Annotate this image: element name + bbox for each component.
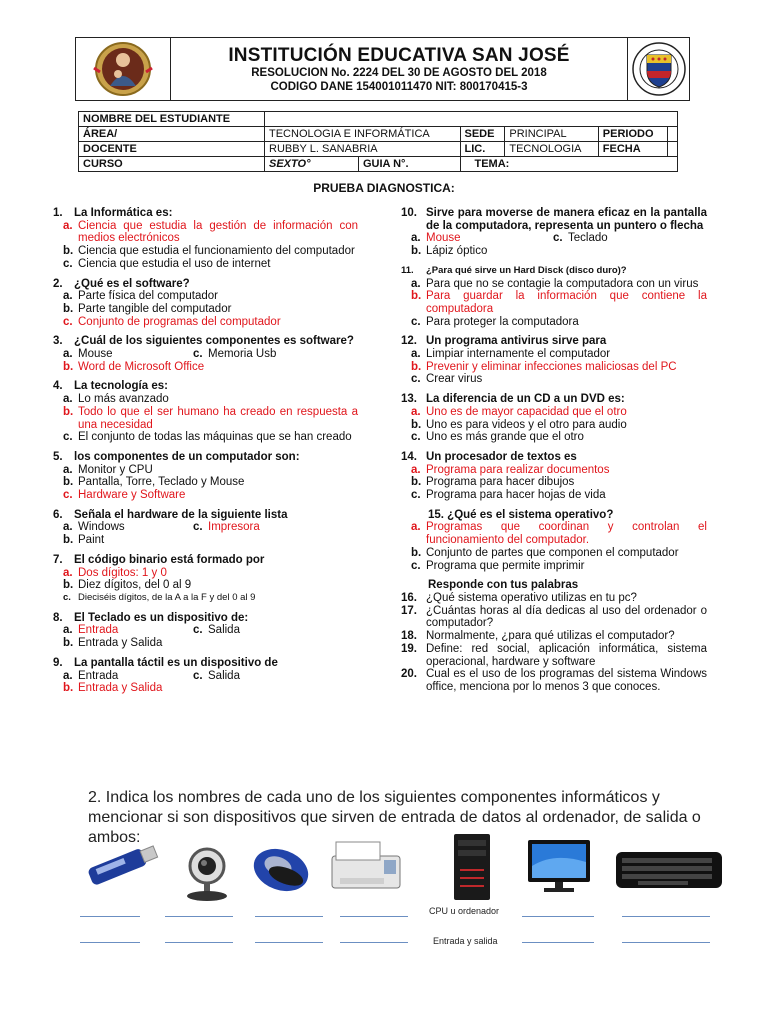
lic-label: LIC.	[460, 142, 505, 157]
monitor-icon	[524, 836, 594, 896]
question-11: 11. ¿Para qué sirve un Hard Disck (disco duro)? a. Para que no se contagie la computadora con un virus b. Para guardar la información que contiene la computadora c. Para proteger la computadora	[401, 264, 707, 328]
option-b[interactable]: b. Programa para hacer dibujos	[411, 476, 575, 489]
question-text: La tecnología es:	[74, 380, 168, 393]
answer-line[interactable]	[80, 942, 140, 943]
sede-label: SEDE	[460, 127, 505, 142]
periodo-label: PERIODO	[598, 127, 667, 142]
option-b[interactable]: b. Word de Microsoft Office	[63, 360, 205, 373]
answer-line[interactable]	[255, 942, 323, 943]
open-questions-heading: Responde con tus palabras	[428, 579, 579, 592]
answer-line[interactable]	[165, 916, 233, 917]
option-a[interactable]: a. Mouse	[63, 348, 113, 361]
question-5: 5. los componentes de un computador son: a. Monitor y CPU b. Pantalla, Torre, Teclado y Mouse c. Hardware y Software	[53, 451, 358, 502]
option-c[interactable]: c. Hardware y Software	[63, 489, 186, 502]
option-a[interactable]: a. Lo más avanzado	[63, 393, 169, 406]
option-a[interactable]: a. Entrada	[63, 624, 119, 637]
option-c[interactable]: c. Memoria Usb	[193, 348, 277, 361]
option-b[interactable]: b. Para guardar la información que contiene la computadora	[411, 290, 707, 315]
option-a[interactable]: a. Windows	[63, 521, 125, 534]
usb-stick-icon	[82, 840, 162, 890]
question-7: 7. El código binario está formado por a. Dos dígitos: 1 y 0 b. Diez dígitos, del 0 al 9 c. Dieciséis dígitos, de la A a la F y del 0 al 9	[53, 554, 358, 605]
option-a[interactable]: a. Programas que coordinan y controlan el funcionamiento del computador.	[411, 521, 707, 547]
question-text: El código binario está formado por	[74, 553, 265, 566]
area-label: ÁREA/	[79, 127, 265, 142]
option-c[interactable]: c. Programa para hacer hojas de vida	[411, 489, 606, 502]
option-b[interactable]: b. Conjunto de partes que componen el computador	[411, 546, 679, 559]
open-question-18: 18. Normalmente, ¿para qué utilizas el computador?	[401, 630, 675, 643]
answer-line[interactable]	[522, 942, 594, 943]
question-text: ¿Cuál de los siguientes componentes es software?	[74, 335, 354, 348]
option-c[interactable]: c. Salida	[193, 624, 240, 637]
question-text: El Teclado es un dispositivo de:	[74, 611, 249, 624]
option-c[interactable]: c. Para proteger la computadora	[411, 315, 579, 328]
question-text: ¿Para qué sirve un Hard Disck (disco duro)?	[426, 264, 627, 276]
answer-line[interactable]	[622, 942, 710, 943]
question-text: ¿Qué es el software?	[74, 277, 190, 290]
mouse-icon	[248, 844, 314, 896]
question-13: 13. La diferencia de un CD a un DVD es: a. Uno es de mayor capacidad que el otro b. Uno es para videos y el otro para audio c. Uno es más grande que el otro	[401, 393, 707, 444]
option-c[interactable]: c. Dieciséis dígitos, de la A a la F y del 0 al 9	[63, 591, 256, 603]
question-text: 15. ¿Qué es el sistema operativo?	[428, 508, 614, 521]
printer-icon	[326, 836, 406, 896]
area-value: TECNOLOGIA E INFORMÁTICA	[265, 127, 461, 142]
test-title: PRUEBA DIAGNOSTICA:	[313, 181, 455, 195]
option-a[interactable]: a. Uno es de mayor capacidad que el otro	[411, 405, 627, 418]
question-text: los componentes de un computador son:	[74, 450, 300, 463]
answer-line[interactable]	[80, 916, 140, 917]
institution-name: INSTITUCIÓN EDUCATIVA SAN JOSÉ	[228, 44, 570, 66]
option-a[interactable]: a. Para que no se contagie la computadora con un virus	[411, 277, 699, 290]
guia-label: GUIA N°.	[358, 157, 460, 172]
institution-header	[75, 37, 690, 101]
option-c[interactable]: c. Impresora	[193, 521, 260, 534]
docente-label: DOCENTE	[79, 142, 265, 157]
option-a[interactable]: a. Parte física del computador	[63, 290, 218, 303]
option-b[interactable]: b. Entrada y Salida	[63, 682, 163, 695]
option-b[interactable]: b. Parte tangible del computador	[63, 302, 232, 315]
answer-line[interactable]	[522, 916, 594, 917]
option-a[interactable]: a. Monitor y CPU	[63, 463, 153, 476]
option-b[interactable]: b. Entrada y Salida	[63, 637, 163, 650]
questions-right-column	[401, 207, 707, 701]
option-b[interactable]: b. Pantalla, Torre, Teclado y Mouse	[63, 476, 245, 489]
option-c[interactable]: c. Programa que permite imprimir	[411, 559, 585, 572]
option-a[interactable]: a. Limpiar internamente el computador	[411, 348, 611, 361]
open-question-19: 19. Define: red social, aplicación informática, sistema operacional, hardware y software	[401, 642, 707, 668]
option-b[interactable]: b. Lápiz óptico	[411, 245, 488, 258]
open-question-20: 20. Cual es el uso de los programas del sistema Windows office, menciona por lo menos 3 que conoces.	[401, 668, 707, 693]
question-text: Un programa antivirus sirve para	[426, 335, 607, 348]
section-2-instructions: 2. Indica los nombres de cada uno de los siguientes componentes informáticos y mencionar si son dispositivos que sirven de entrada de datos al ordenador, de salida o ambos:	[88, 789, 701, 846]
question-text: Señala el hardware de la siguiente lista	[74, 508, 288, 521]
question-3: 3. ¿Cuál de los siguientes componentes es software? a. Mouse c. Memoria Usb b. Word de Microsoft Office	[53, 335, 358, 373]
curso-value: SEXTO°	[265, 157, 359, 172]
question-15	[401, 509, 707, 573]
question-10: 10. Sirve para moverse de manera eficaz en la pantalla de la computadora, representa un puntero o flecha a. Mouse c. Teclado b. Lápiz óptico	[401, 207, 707, 258]
sede-value: PRINCIPAL	[505, 127, 598, 142]
question-9: 9. La pantalla táctil es un dispositivo de a. Entrada c. Salida b. Entrada y Salida	[53, 657, 358, 695]
device-images-strip	[78, 830, 726, 905]
fecha-label: FECHA	[598, 142, 667, 157]
option-b[interactable]: b. Ciencia que estudia el funcionamiento del computador	[63, 245, 355, 258]
question-8: 8. El Teclado es un dispositivo de: a. Entrada c. Salida b. Entrada y Salida	[53, 612, 358, 650]
io-caption: Entrada y salida	[433, 936, 498, 946]
option-c[interactable]: c. Teclado	[553, 232, 608, 245]
option-c[interactable]: c. Crear virus	[411, 373, 483, 386]
tema-label: TEMA:	[460, 157, 678, 172]
option-a[interactable]: a. Ciencia que estudia la gestión de información con medios electrónicos	[63, 219, 358, 245]
questions-left-column	[53, 207, 358, 702]
option-b[interactable]: b. Paint	[63, 534, 105, 547]
docente-value: RUBBY L. SANABRIA	[265, 142, 461, 157]
open-question-16: 16. ¿Qué sistema operativo utilizas en tu pc?	[401, 591, 637, 604]
question-2: 2. ¿Qué es el software? a. Parte física del computador b. Parte tangible del computador c. Conjunto de programas del computador	[53, 278, 358, 329]
school-crest-icon	[627, 38, 689, 100]
question-text: Un procesador de textos es	[426, 450, 577, 463]
lic-value: TECNOLOGIA	[505, 142, 598, 157]
fecha-field[interactable]	[667, 142, 677, 157]
student-info-table	[78, 111, 678, 172]
cpu-caption: CPU u ordenador	[429, 906, 500, 916]
option-a[interactable]: a. Dos dígitos: 1 y 0	[63, 566, 167, 579]
answer-line[interactable]	[255, 916, 323, 917]
keyboard-icon	[614, 848, 724, 892]
answer-line[interactable]	[340, 942, 408, 943]
curso-label: CURSO	[79, 157, 265, 172]
option-c[interactable]: c. Ciencia que estudia el uso de internet	[63, 257, 271, 270]
question-14: 14. Un procesador de textos es a. Programa para realizar documentos b. Programa para hacer dibujos c. Programa para hacer hojas de vida	[401, 451, 707, 502]
option-a[interactable]: a. Mouse	[411, 232, 461, 245]
question-text: La Informática es:	[74, 207, 173, 219]
option-a[interactable]: a. Programa para realizar documentos	[411, 463, 610, 476]
option-b[interactable]: b. Diez dígitos, del 0 al 9	[63, 579, 192, 592]
question-12: 12. Un programa antivirus sirve para a. Limpiar internamente el computador b. Prevenir y eliminar infecciones maliciosas del PC c. Crear virus	[401, 335, 707, 386]
question-text: Sirve para moverse de manera eficaz en la pantalla de la computadora, representa un puntero o flecha	[426, 207, 707, 232]
option-a[interactable]: a. Entrada	[63, 669, 119, 682]
option-c[interactable]: c. Conjunto de programas del computador	[63, 315, 281, 328]
cpu-tower-icon	[446, 832, 498, 904]
saint-portrait-icon	[76, 38, 171, 100]
option-b[interactable]: b. Uno es para videos y el otro para audio	[411, 418, 627, 431]
question-6: 6. Señala el hardware de la siguiente lista a. Windows c. Impresora b. Paint	[53, 509, 358, 547]
option-c[interactable]: c. El conjunto de todas las máquinas que se han creado	[63, 431, 352, 444]
answer-line[interactable]	[622, 916, 710, 917]
question-text: La pantalla táctil es un dispositivo de	[74, 656, 278, 669]
question-text: La diferencia de un CD a un DVD es:	[426, 393, 625, 406]
resolution-line: RESOLUCION No. 2224 DEL 30 DE AGOSTO DEL 2018	[251, 66, 547, 79]
webcam-icon	[178, 842, 236, 902]
student-name-field[interactable]	[265, 112, 678, 127]
question-1: 1. La Informática es: a. Ciencia que estudia la gestión de información con medios electrónicos b. Ciencia que estudia el funcionamiento del computador c. Ciencia que estudia el uso de internet	[53, 207, 358, 270]
question-4: 4. La tecnología es: a. Lo más avanzado b. Todo lo que el ser humano ha creado en respuesta a una necesidad c. El conjunto de todas las máquinas que se han creado	[53, 380, 358, 444]
answer-line[interactable]	[165, 942, 233, 943]
option-c[interactable]: c. Salida	[193, 669, 240, 682]
option-c[interactable]: c. Uno es más grande que el otro	[411, 431, 584, 444]
option-b[interactable]: b. Prevenir y eliminar infecciones maliciosas del PC	[411, 360, 677, 373]
periodo-field[interactable]	[667, 127, 677, 142]
student-name-label: NOMBRE DEL ESTUDIANTE	[79, 112, 265, 127]
codes-line: CODIGO DANE 154001011470 NIT: 800170415-3	[270, 80, 528, 93]
answer-line[interactable]	[340, 916, 408, 917]
open-question-17: 17. ¿Cuántas horas al día dedicas al uso del ordenador o computador?	[401, 604, 707, 630]
option-b[interactable]: b. Todo lo que el ser humano ha creado en respuesta a una necesidad	[63, 405, 358, 431]
open-questions	[401, 579, 707, 693]
